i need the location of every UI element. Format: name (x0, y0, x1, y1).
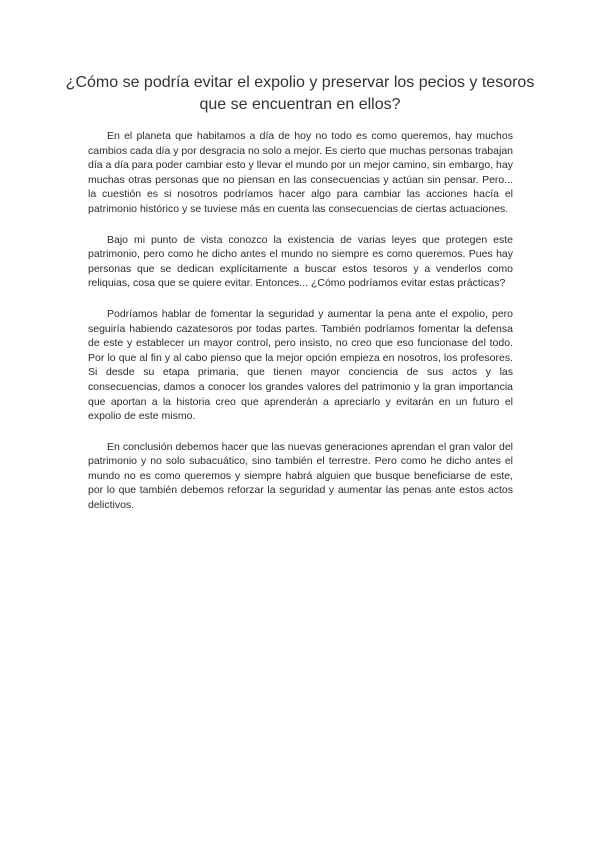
document-title: ¿Cómo se podría evitar el expolio y preservar los pecios y tesoros que se encuentran en ellos? (65, 74, 535, 113)
document-body (88, 129, 513, 529)
paragraph-conclusion: En conclusión debemos hacer que las nuevas generaciones aprendan el gran valor del patrimonio y no solo subacuático, sino también el terrestre. Pero como he dicho antes el mundo no es como queremos y siempre habrá alguien que busque beneficiarse de este, por lo que también debemos reforzar la seguridad y aumentar las penas ante estos actos delictivos. (88, 440, 513, 512)
paragraph-intro: En el planeta que habitamos a día de hoy no todo es como queremos, hay muchos cambios cada día y por desgracia no solo a mejor. Es cierto que muchas personas trabajan día a día para poder cambiar esto y llevar el mundo por un mejor camino, sin embargo, hay muchas otras personas que no piensan en las consecuencias y actúan sin pensar. Pero... la cuestión es si nosotros podríamos hacer algo para cambiar las acciones hacía el patrimonio histórico y se tuviese más en cuenta las consecuencias de ciertas actuaciones. (88, 130, 513, 215)
paragraph-proposals: Podríamos hablar de fomentar la seguridad y aumentar la pena ante el expolio, pero seguiría habiendo cazatesoros por todas partes. También podríamos fomentar la defensa de este y establecer un mayor control, pero insisto, no creo que eso funcionase del todo. Por lo que al fin y al cabo pienso que la mejor opción empieza en nosotros, los profesores. Si desde su etapa primaria, que tienen mayor conciencia de sus actos y las consecuencias, damos a conocer los grandes valores del patrimonio y la gran importancia que aportan a la historia creo que aprenderán a apreciarlo y evitarán en un futuro el expolio de este mismo. (88, 307, 513, 423)
paragraph-laws: Bajo mi punto de vista conozco la existencia de varias leyes que protegen este patrimonio, pero como he dicho antes el mundo no siempre es como queremos. Pues hay personas que se dedican explícitamente a buscar estos tesoros y a venderlos como reliquias, cosa que se quiere evitar. Entonces... ¿Cómo podríamos evitar estas prácticas? (88, 233, 513, 290)
